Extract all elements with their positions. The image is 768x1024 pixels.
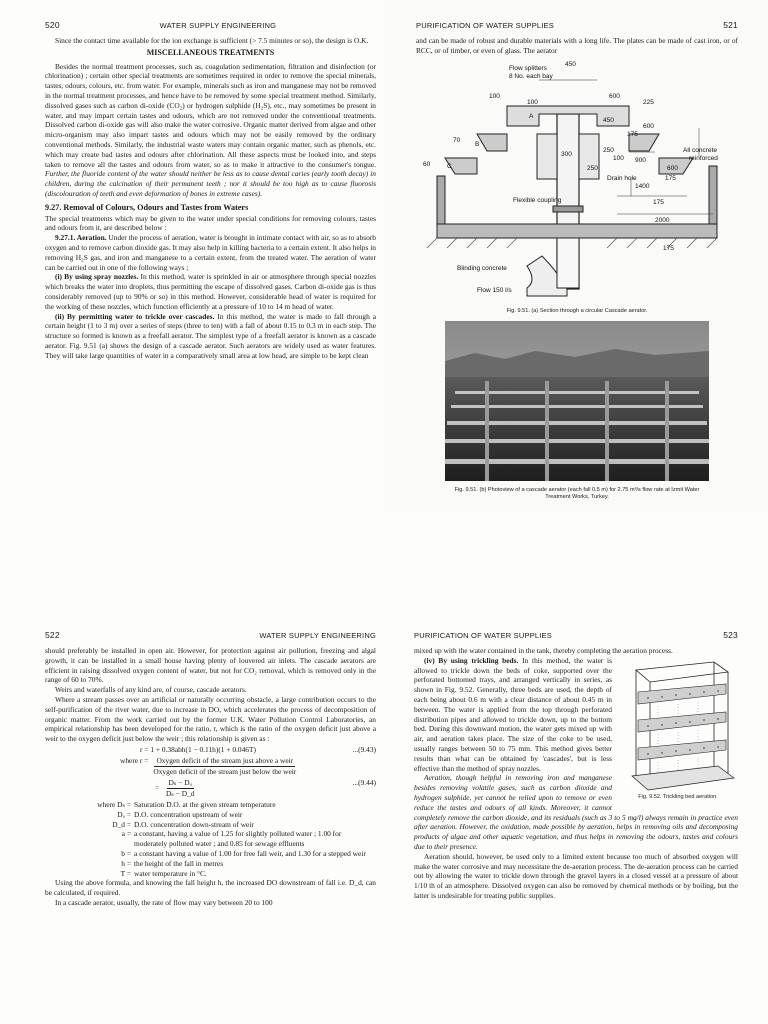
definition-symbol: where Dₛ = [97, 799, 131, 809]
running-head-title: PURIFICATION OF WATER SUPPLIES [416, 21, 554, 30]
equation-body: r = 1 + 0.38abh(1 − 0.11h)(1 + 0.046T) [140, 744, 256, 754]
definition-text: D.O. concentration down-stream of weir [134, 819, 254, 829]
page-number: 521 [723, 20, 738, 30]
running-header [45, 630, 376, 640]
cascade-aerator-photo [445, 321, 709, 481]
running-head-title: WATER SUPPLY ENGINEERING [259, 631, 376, 640]
page-522 [0, 512, 384, 1024]
paragraph: Besides the normal treatment processes, such as, coagulation sedimentation, filtration and disinfection (or chlorination) ; certain other special treatments are sometimes required in order to remove the special minerals, tastes, odours, colours, etc. from water. For example, minerals such as iron and manganese may not be removed in the normal treatment processes, and hence have to be removed by some special treatment method. Similarly, dissolved gases such as carbon di-oxide (CO₂) or hydrogen sulphide (H₂S), etc., may sometimes be present in water, and may impart certain tastes and odours, which are not removed under the conventional treatments. Dissolved carbon di-oxide gas will also make the water corrosive. Organic matter derived from algae and other micro-organism may also impart tastes and odours which may not be easily removed by the ordinary conventional methods. Similarly, the industrial waste waters may contain organic matter, such as phenols, etc. which may create bad tastes and odours after chlorination. All these aspects must be looked into, and steps taken to remove all the tastes and odours from water, so as to make it attractive to the consumer's tongue. [45, 61, 376, 169]
running-header [414, 630, 738, 640]
definition-symbol: a = [121, 829, 131, 839]
page-number: 523 [723, 630, 738, 640]
cascade-aerator-section-diagram [417, 56, 737, 306]
trickling-bed-figure [618, 656, 738, 801]
equation-number: ...(9.43) [352, 744, 376, 754]
trickling-bed-diagram [618, 656, 738, 794]
definition-symbol: Dᵤ = [117, 809, 131, 819]
paragraph: Using the above formula, and knowing the fall height h, the increased DO downstream of fall i.e. D_d, can be calculated, if required. [45, 878, 376, 898]
fig-label: 600 [667, 164, 678, 172]
fig-label: 250 [587, 164, 598, 172]
page-number: 522 [45, 630, 60, 640]
paragraph: In this method, the water is allowed to trickle down the beds of coke, supported over the perforated bottomed trays, and arranged vertically in series, as shown in Fig. 9.52. Generally, three beds are used, the depth of each being about 0.6 m with a clear distance of about 0.45 m in between. The water is applied from the top through perforated distribution pipes and allowed to trickle down, up to the bottom bed. During this downward motion, the water gets mixed up with air, and aeration takes place. The size of the coke to be used, usually ranges between 50 to 75 mm. This method gives better results than what can be obtained by 'cascades', but is less effective than the method of spray nozzles. [414, 655, 612, 773]
definition-text: Saturation D.O. at the given stream temperature [134, 799, 276, 809]
fig-label: 600 [643, 122, 654, 130]
fig-label: 100 [527, 98, 538, 106]
fig-label: 175 [627, 130, 638, 138]
fig-label: 60 [423, 160, 431, 168]
fig-label: 300 [561, 150, 572, 158]
fig-label: 250 [603, 146, 614, 154]
paragraph: In a cascade aerator, usually, the rate of flow may vary between 20 to 100 [55, 897, 273, 907]
equation-9-44 [45, 778, 376, 799]
variable-definitions [45, 800, 376, 878]
fig-label: 450 [565, 60, 576, 68]
definition-symbol: D_d = [112, 819, 131, 829]
fig-label: Flexible coupling [513, 196, 562, 204]
equation-9-43 [45, 745, 376, 755]
fraction-numerator: Dₛ − Dᵤ [168, 777, 192, 787]
where-label: where r = [120, 755, 149, 765]
fig-label: Blinding concrete [457, 264, 507, 272]
fig-label: C [447, 162, 452, 170]
fig-label: 900 [635, 156, 646, 164]
definition-text: the height of the fall in metres [134, 858, 224, 868]
fig-label: Drain hole [607, 174, 637, 182]
fig-label: 450 [603, 116, 614, 124]
equals-sign: = [155, 783, 160, 793]
item-label: (ii) By permitting water to trickle over cascades. [55, 311, 215, 321]
paragraph: Under the process of aeration, water is brought in intimate contact with air, so as to absorb oxygen and to remove carbon dioxide gas. It may also help in killing bacteria to a certain extent. It also helps in removing H₂S gas, and iron and manganese to a certain extent, from the treated water. The aeration of water can be carried out in one of the following ways ; [45, 233, 376, 272]
fraction [164, 778, 196, 799]
definition-symbol: b = [121, 848, 131, 858]
fig-label: 70 [453, 136, 461, 144]
fraction-numerator: Oxygen deficit of the stream just above a weir [156, 755, 294, 765]
fig-label: B [475, 140, 480, 148]
paragraph: Weirs and waterfalls of any kind are, of course, cascade aerators. [55, 685, 247, 695]
paragraph: Aeration should, however, be used only to a limited extent because too much of absorbed oxygen will make the water corrosive and may necessitate the de-aeration process. The de-aeration process can be carried out by allowing the water to trickle down through the gravel layers in a closed vessel at a pressure of about 1/10 th of an atmosphere. Dissolved oxygen can also be removed by chemical methods or by boiling, but the latter is undesirable for treating public supplies. [414, 851, 738, 900]
page-521 [384, 0, 768, 512]
fraction-denominator: Dₛ − D_d [166, 788, 195, 798]
fig-label: 2000 [655, 216, 670, 224]
figure-caption: Fig. 9.51. (b) Photoview of a cascade aerator (each fall 0.5 m) for 2.75 m³/s flow rate at Izmit Water Treatment Works, Turkey. [454, 486, 700, 500]
paragraph: mixed up with the water contained in the tank, thereby completing the aeration process. [414, 646, 673, 655]
fig-label: Flow splitters [509, 64, 547, 72]
paragraph-italic: Further, the fluoride content of the water should neither be less as to cause dental caries (early tooth decay) in children, during the calcination of their permanent teeth ; nor it should be too high as to cause fluorosis (discolouration of teeth and even deformation of bones in extreme cases). [45, 169, 376, 198]
running-head-title: WATER SUPPLY ENGINEERING [159, 21, 277, 30]
definition-text: a constant having a value of 1.00 for free fall weir, and 1.30 for a stepped weir [134, 848, 366, 858]
definition-symbol: T = [120, 868, 131, 878]
paragraph: should preferably be installed in open air. However, for protection against air pollution, freezing and algal growth, it can be installed in a small house having plenty of louvered air inlets. The cascade aerators are efficient in raising dissolved oxygen content of water, but not for CO₂ removal, which is removed only in the range of 60 to 70%. [45, 646, 376, 685]
fig-label: 175 [653, 198, 664, 206]
fig-label: Flow 150 l/s [477, 286, 512, 294]
paragraph: Where a stream passes over an artificial or naturally occurring obstacle, a large contribution occurs to the self-purification of the river water, due to increase in DO, which accelerates the process of decomposition of organic matter. From the work carried out by the former U.K. Water Pollution Control Laboratories, an empirical relationship has been developed for the ratio, r, which is the ratio of the oxygen deficit just above a weir to the oxygen deficit just below the weir ; this relationship is given as : [45, 694, 376, 744]
fig-label: 175 [663, 244, 674, 252]
fraction [151, 756, 298, 777]
definition-symbol: h = [121, 858, 131, 868]
running-head-title: PURIFICATION OF WATER SUPPLIES [414, 631, 552, 640]
fig-label: All concrete [683, 146, 717, 154]
page-523 [384, 512, 768, 1024]
fig-label: reinforced [689, 154, 718, 162]
definition-text: water temperature in °C. [134, 868, 207, 878]
paragraph: In this method, water is sprinkled in air or atmosphere through special nozzles which breaks the water into droplets, thus permitting the escape of dissolved gases. Carbon di-oxide gas is thus considerably removed (up to 90% or so) in this method. However, considerable head of water is required for the working of these nozzles, which function efficiently at a pressure of 10 to 14 m head of water. [45, 272, 376, 311]
definition-text: a constant, having a value of 1.25 for slightly polluted water ; 1.00 for moderately polluted water ; and 0.85 for sewage effluents [134, 829, 342, 849]
item-label: (i) By using spray nozzles. [55, 272, 139, 282]
fig-label: 100 [613, 154, 624, 162]
equation-number: ...(9.44) [352, 777, 376, 787]
subsection-heading: 9.27. Removal of Colours, Odours and Tastes from Waters [45, 202, 249, 212]
subsection-label: 9.27.1. Aeration. [55, 233, 107, 243]
fig-label: 8 No. each bay [509, 72, 553, 80]
fraction-denominator: Oxygen deficit of the stream just below the weir [153, 766, 297, 776]
fig-label: 600 [609, 92, 620, 100]
figure-caption: Fig. 9.51. (a) Section through a circular Cascade aerator. [506, 307, 648, 314]
fig-label: 100 [489, 92, 500, 100]
paragraph: and can be made of robust and durable materials with a long life. The plates can be made of cast iron, or of RCC, or of timber, or even of glass. The aerator [416, 36, 738, 55]
item-label: (iv) By using trickling beds. [424, 655, 519, 665]
page-number: 520 [45, 20, 60, 30]
fig-label: 1400 [635, 182, 650, 190]
intro-paragraph: Since the contact time available for the ion exchange is sufficient (> 7.5 minutes or so), the design is O.K. [55, 36, 369, 45]
equation-definition-r [45, 756, 376, 777]
definition-text: D.O. concentration upstream of weir [134, 809, 243, 819]
figure-caption: Fig. 9.52. Trickling bed aeration. [638, 793, 718, 800]
running-header [416, 20, 738, 30]
paragraph: In this method, the water is made to fall through a certain height (1 to 3 m) over a series of steps (three to ten) with a fall of about 0.15 to 0.3 m in each step. The structure so formed is known as a freefall aerator. The simplest type of a freefall aerator is known as a cascade aerator. Fig. 9.51 (a) shows the design of a cascade aerator. Such aerators are widely used as water features. They will take large quantities of water in a comparatively small area at low head, are simple to be kept clean [45, 311, 376, 360]
page-520 [0, 0, 384, 512]
paragraph: The special treatments which may be given to the water under special conditions for removing colours, tastes and odours from it, are described below : [45, 213, 376, 233]
fig-label: 175 [665, 174, 676, 182]
running-header [45, 20, 376, 30]
paragraph-italic: Aeration, though helpful in removing iron and manganese besides removing volatile gases, such as carbon dioxide and hydrogen sulphide, yet cannot be relied upon to remove or even reduce the tastes and odours of all kinds. Moreover, it cannot completely remove the carbon dioxide, and its residuals (such as 3 to 5 mg/l) always remain in practice even after aeration. However, the oxidation, made possible by aeration, helps in removing oils and decomposing products of algae and other aquatic vegetation, and thus helps in removing the odours, tastes and colours due to their presence. [414, 773, 738, 851]
section-heading: MISCELLANEOUS TREATMENTS [146, 47, 275, 57]
fig-label: 225 [643, 98, 654, 106]
fig-label: A [529, 112, 534, 120]
